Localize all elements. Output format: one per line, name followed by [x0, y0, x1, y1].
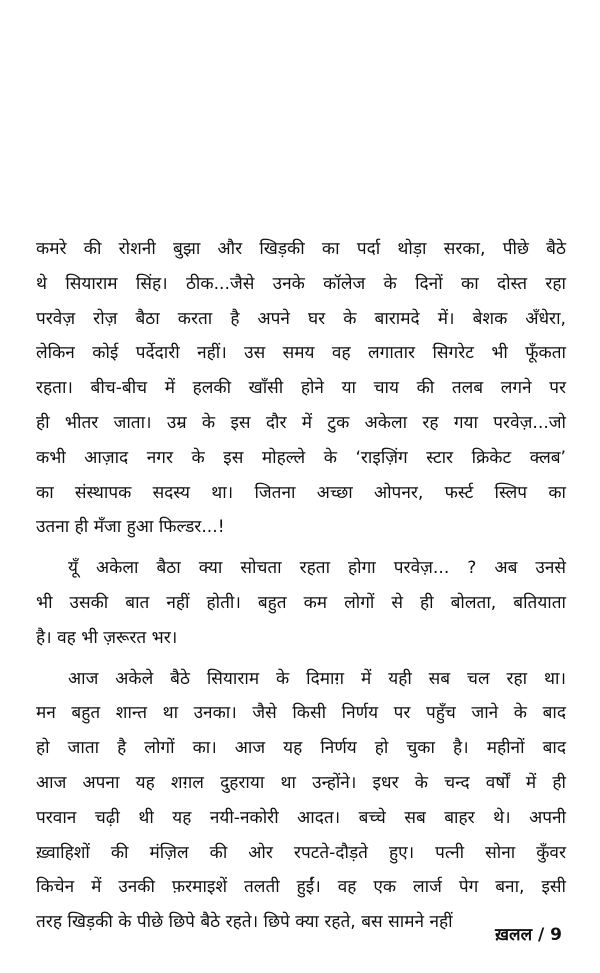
text-line: कभी आज़ाद नगर के इस मोहल्ले के ‘राइज़िंग स्टार क्रिकेट क्लब’: [36, 447, 566, 468]
text-line: थे सियाराम सिंह। ठीक...जैसे उनके कॉलेज के दिनों का दोस्त रहा: [36, 273, 566, 294]
text-line: मन बहुत शान्त था उनका। जैसे किसी निर्णय पर पहुँच जाने के बाद: [36, 703, 566, 724]
text-line: ख़्वाहिशों की मंज़िल की ओर रपटते-दौड़ते हुए। पत्नी सोना कुँवर: [36, 842, 566, 863]
text-line: आज अपना यह शग़ल दुहराया था उन्होंने। इधर के चन्द वर्षों में ही: [36, 772, 566, 793]
text-line: किचेन में उनकी फ़रमाइशें तलती हुईं। वह एक लार्ज पेग बना, इसी: [36, 877, 566, 898]
text-line: लेकिन कोई पर्देदारी नहीं। उस समय वह लगातार सिगरेट भी फूँकता: [36, 343, 566, 364]
text-line: ही भीतर जाता। उम्र के इस दौर में टुक अकेला रह गया परवेज़...जो: [36, 412, 566, 433]
text-line: है। वह भी ज़रूरत भर।: [36, 627, 178, 648]
text-line: परवान चढ़ी थी यह नयी-नकोरी आदत। बच्चे सब बाहर थे। अपनी: [36, 807, 566, 828]
text-line: रहता। बीच-बीच में हलकी खाँसी होने या चाय की तलब लगने पर: [36, 378, 566, 399]
text-line: आज अकेले बैठे सियाराम के दिमाग़ में यही सब चल रहा था।: [68, 668, 566, 689]
text-line: का संस्थापक सदस्य था। जितना अच्छा ओपनर, फर्स्ट स्लिप का: [36, 482, 566, 503]
body-text: [36, 232, 566, 940]
text-line: हो जाता है लोगों का। आज यह निर्णय हो चुका है। महीनों बाद: [36, 738, 566, 759]
paragraph: [36, 662, 566, 940]
text-line: यूँ अकेला बैठा क्या सोचता रहता होगा परवेज़... ? अब उनसे: [68, 558, 566, 579]
paragraph: [36, 232, 566, 545]
text-line: तरह खिड़की के पीछे छिपे बैठे रहते। छिपे क्या रहते, बस सामने नहीं: [36, 912, 453, 933]
page-footer: ख़लल / 9: [495, 925, 562, 945]
paragraph: [36, 551, 566, 655]
text-line: भी उसकी बात नहीं होती। बहुत कम लोगों से ही बोलता, बतियाता: [36, 592, 566, 613]
text-line: परवेज़ रोज़ बैठा करता है अपने घर के बारामदे में। बेशक अँधेरा,: [36, 308, 566, 329]
text-line: उतना ही मँजा हुआ फिल्डर...!: [36, 517, 225, 538]
text-line: कमरे की रोशनी बुझा और खिड़की का पर्दा थोड़ा सरका, पीछे बैठे: [36, 239, 566, 259]
